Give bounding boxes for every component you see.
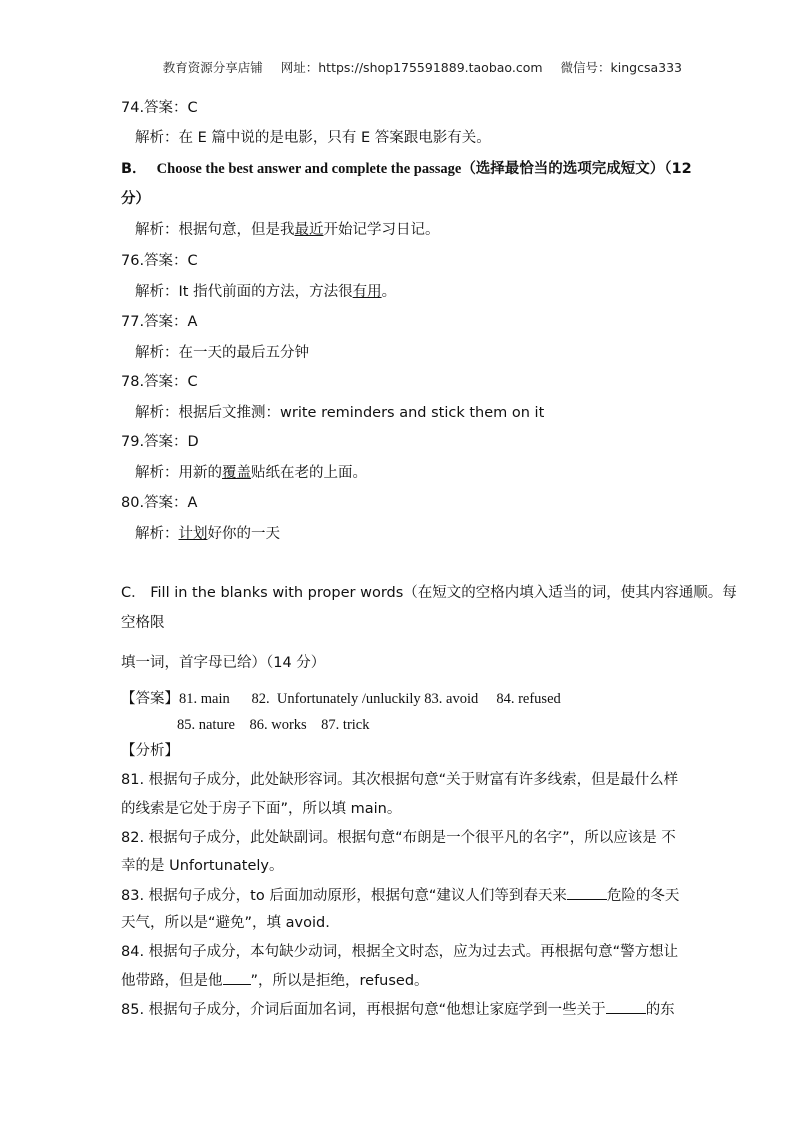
answer-80: 80.答案：A bbox=[121, 495, 198, 511]
shop-label: 教育资源分享店铺 bbox=[162, 60, 263, 75]
explanation-84-line2: 他带路，但是他 ”，所以是拒绝，refused。 bbox=[121, 970, 429, 991]
answers-list-1: 81. main 82. Unfortunately /unluckily 83. avoid 84. refused bbox=[179, 691, 561, 707]
shop-url: 网址：https://shop175591889.taobao.com bbox=[280, 60, 543, 75]
answers-row-1 bbox=[121, 689, 561, 709]
answer-78: 78.答案：C bbox=[121, 374, 198, 390]
section-b-title-cont: 分） bbox=[121, 191, 150, 207]
explanation-82-line1: 82. 根据句子成分，此处缺副词。根据句意“布朗是一个很平凡的名字”，所以应该是 不 bbox=[121, 830, 676, 846]
answer-label: 【答案】 bbox=[121, 691, 179, 707]
explanation-84-line1: 84. 根据句子成分，本句缺少动词，根据全文时态，应为过去式。再根据句意“警方想让 bbox=[121, 944, 679, 960]
section-c-title-cont2: 填一词，首字母已给）（14 分） bbox=[121, 655, 326, 671]
analysis-75: 解析：根据句意，但是我最近开始记学习日记。 bbox=[135, 222, 440, 238]
answers-row-2: 85. nature 86. works 87. trick bbox=[177, 717, 370, 733]
explanation-82-line2: 幸的是 Unfortunately。 bbox=[121, 858, 284, 874]
answer-77: 77.答案：A bbox=[121, 314, 198, 330]
explanation-85-line1: 85. 根据句子成分，介词后面加名词，再根据句意“他想让家庭学到一些关于 的东 bbox=[121, 999, 675, 1020]
blank-85 bbox=[606, 999, 646, 1014]
analysis-80: 解析：计划好你的一天 bbox=[135, 526, 280, 542]
blank-83 bbox=[567, 885, 607, 900]
analysis-74: 解析：在 E 篇中说的是电影，只有 E 答案跟电影有关。 bbox=[135, 130, 491, 146]
explanation-83-line1: 83. 根据句子成分，to 后面加动原形，根据句意“建议人们等到春天来 危险的冬天 bbox=[121, 885, 679, 906]
explanation-81-line2: 的线索是它处于房子下面”，所以填 main。 bbox=[121, 801, 402, 817]
explanation-81-line1: 81. 根据句子成分，此处缺形容词。其次根据句意“关于财富有许多线索，但是最什么样 bbox=[121, 772, 679, 788]
analysis-79: 解析：用新的覆盖贴纸在老的上面。 bbox=[135, 465, 367, 481]
blank-84 bbox=[223, 970, 251, 985]
analysis-78: 解析：根据后文推测：write reminders and stick them on it bbox=[135, 405, 545, 421]
answer-74: 74.答案：C bbox=[121, 100, 198, 116]
analysis-label: 【分析】 bbox=[121, 743, 179, 759]
answer-79: 79.答案：D bbox=[121, 434, 199, 450]
page-header bbox=[0, 58, 800, 76]
analysis-76: 解析：It 指代前面的方法，方法很有用。 bbox=[135, 284, 397, 300]
analysis-77: 解析：在一天的最后五分钟 bbox=[135, 345, 309, 361]
wechat-id: 微信号：kingcsa333 bbox=[560, 60, 682, 75]
section-c-title: C． Fill in the blanks with proper words（在短文的空格内填入适当的词，使其内容通顺。每 bbox=[121, 585, 737, 601]
section-b-title: B． Choose the best answer and complete the passage（选择最恰当的选项完成短文）（12 bbox=[121, 161, 692, 177]
section-c-title-cont: 空格限 bbox=[121, 615, 165, 631]
answer-76: 76.答案：C bbox=[121, 253, 198, 269]
explanation-83-line2: 天气，所以是“避免”，填 avoid. bbox=[121, 915, 330, 931]
